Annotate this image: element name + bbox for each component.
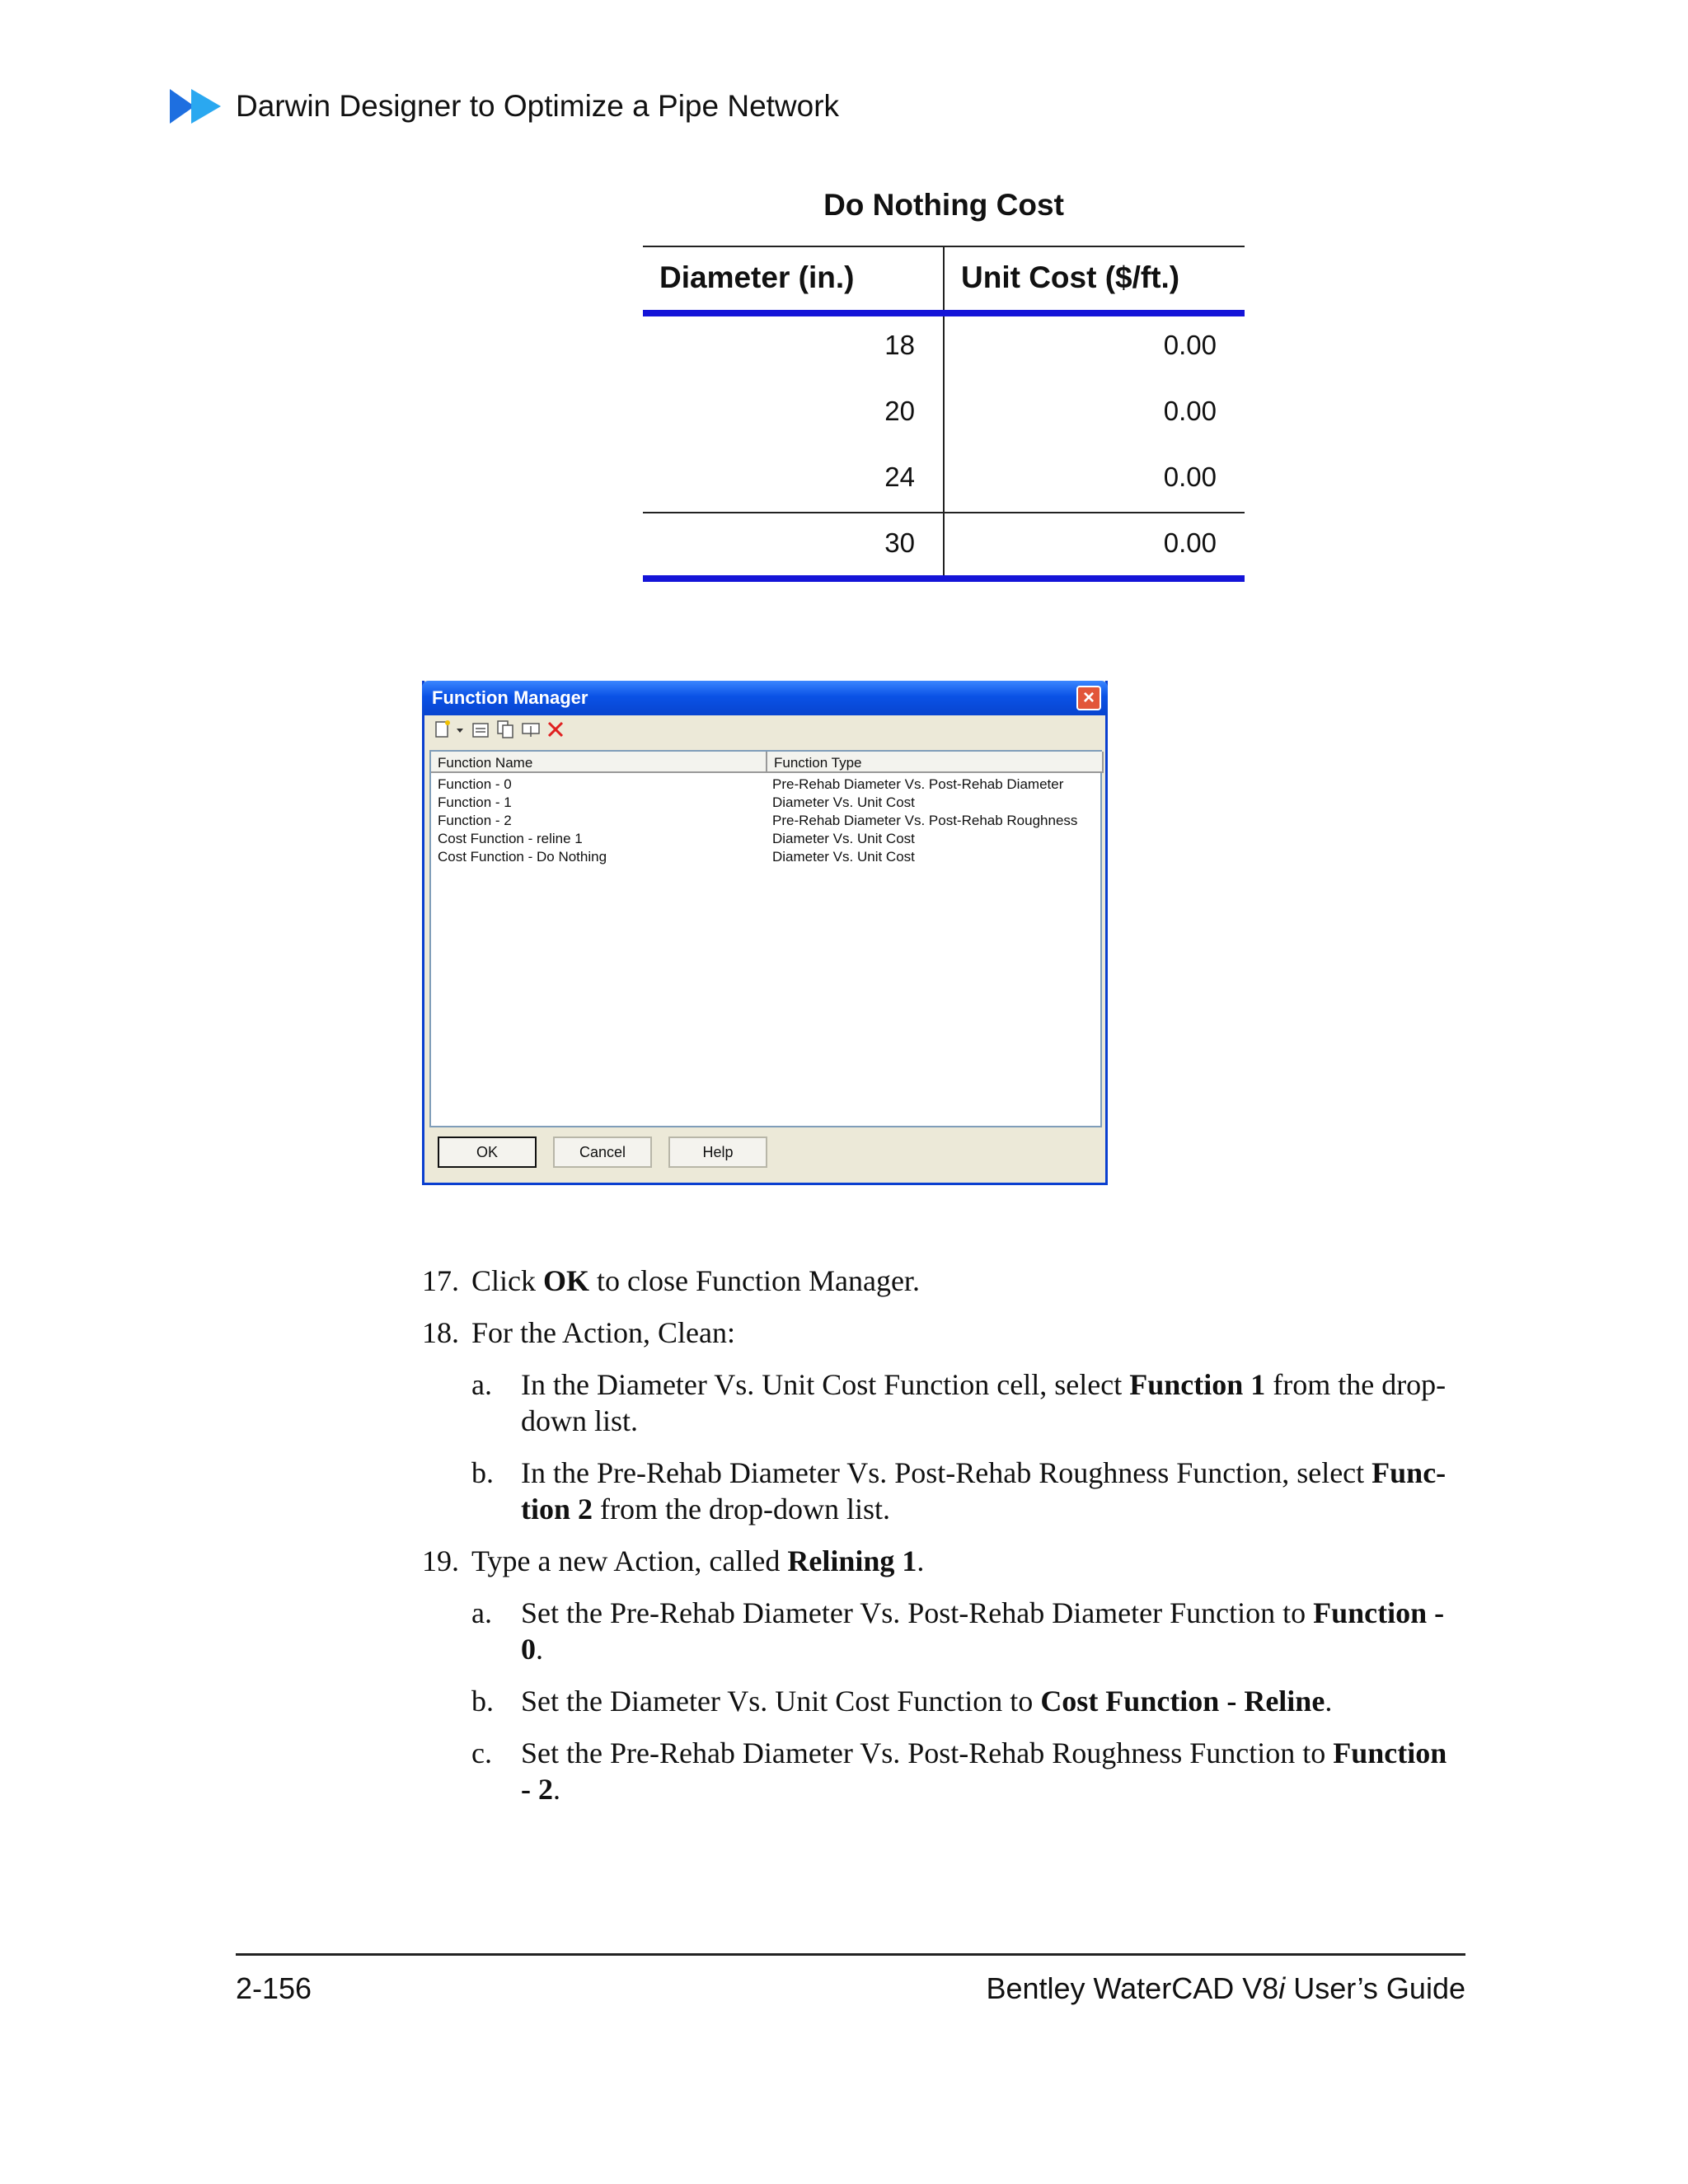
page-number: 2-156 xyxy=(236,1971,312,2005)
substep-letter: b. xyxy=(471,1456,494,1489)
page-header-title: Darwin Designer to Optimize a Pipe Network xyxy=(236,89,840,123)
step-text: from the drop- xyxy=(1265,1368,1447,1401)
step-emphasis: Cost Function - Reline xyxy=(1040,1685,1325,1718)
step-text: In the Pre-Rehab Diameter Vs. Post-Rehab Roughness Function, select xyxy=(521,1456,1372,1489)
step-emphasis: Function 1 xyxy=(1129,1368,1266,1401)
step-emphasis: Function - xyxy=(1313,1596,1445,1629)
cancel-button[interactable]: Cancel xyxy=(553,1137,652,1168)
new-icon[interactable] xyxy=(433,719,454,740)
list-item-type[interactable]: Diameter Vs. Unit Cost xyxy=(772,794,915,810)
step-text: . xyxy=(1325,1685,1333,1718)
step-emphasis: Function xyxy=(1333,1736,1447,1769)
step-emphasis: 0 xyxy=(521,1633,536,1666)
table-cell: 0.00 xyxy=(1163,462,1217,492)
step-text: to close Function Manager. xyxy=(589,1264,920,1297)
table-row-rule xyxy=(643,512,1245,513)
step-text: Click xyxy=(471,1264,543,1297)
table-cell: 0.00 xyxy=(1163,330,1217,360)
help-button[interactable]: Help xyxy=(668,1137,767,1168)
step-text: down list. xyxy=(521,1404,639,1437)
table-cell: 0.00 xyxy=(1163,396,1217,426)
function-manager-dialog xyxy=(422,681,1108,1185)
dialog-title-bar[interactable] xyxy=(422,681,1108,715)
column-header-function-name[interactable]: Function Name xyxy=(431,752,767,773)
step-text: Type a new Action, called xyxy=(471,1544,788,1577)
table-caption: Do Nothing Cost xyxy=(823,188,1064,222)
step-text: In the Diameter Vs. Unit Cost Function cell, select xyxy=(521,1368,1130,1401)
step-emphasis: - 2 xyxy=(521,1773,553,1806)
delete-icon[interactable] xyxy=(545,719,566,740)
guide-title-b: User’s Guide xyxy=(1285,1971,1465,2005)
step-emphasis: Relining 1 xyxy=(787,1544,917,1577)
list-item-name[interactable]: Cost Function - reline 1 xyxy=(438,831,583,846)
step-text: . xyxy=(553,1773,560,1806)
guide-title-a: Bentley WaterCAD V8 xyxy=(986,1971,1279,2005)
substep-letter: a. xyxy=(471,1596,492,1629)
toolbar xyxy=(428,717,1104,742)
table-bottom-rule xyxy=(643,575,1245,582)
properties-icon[interactable] xyxy=(471,719,492,740)
table-cell: 18 xyxy=(884,330,915,360)
column-header-diameter: Diameter (in.) xyxy=(659,260,855,294)
substep-letter: a. xyxy=(471,1368,492,1401)
step-text: from the drop-down list. xyxy=(593,1493,890,1526)
step-text: . xyxy=(536,1633,543,1666)
footer-rule xyxy=(236,1953,1465,1956)
list-item-type[interactable]: Pre-Rehab Diameter Vs. Post-Rehab Roughness xyxy=(772,813,1078,828)
column-header-unit-cost: Unit Cost ($/ft.) xyxy=(961,260,1180,294)
table-cell: 30 xyxy=(884,527,915,558)
double-arrow-icon xyxy=(170,89,223,124)
list-item-name[interactable]: Function - 2 xyxy=(438,813,512,828)
list-item-name[interactable]: Cost Function - Do Nothing xyxy=(438,849,607,865)
step-text: . xyxy=(917,1544,925,1577)
list-item-type[interactable]: Diameter Vs. Unit Cost xyxy=(772,831,915,846)
step-text: Set the Pre-Rehab Diameter Vs. Post-Rehab Diameter Function to xyxy=(521,1596,1314,1629)
dialog-title: Function Manager xyxy=(432,687,588,708)
step-text: Set the Diameter Vs. Unit Cost Function to xyxy=(521,1685,1041,1718)
substep-letter: b. xyxy=(471,1685,494,1718)
list-item-name[interactable]: Function - 1 xyxy=(438,794,512,810)
guide-title xyxy=(986,1971,1465,2006)
column-header-function-type[interactable]: Function Type xyxy=(767,752,1104,773)
step-number: 17. xyxy=(422,1264,459,1297)
list-item-name[interactable]: Function - 0 xyxy=(438,776,512,792)
table-cell: 24 xyxy=(884,462,915,492)
chevron-down-icon[interactable] xyxy=(454,719,466,740)
step-text: For the Action, Clean: xyxy=(471,1316,735,1349)
close-icon[interactable]: × xyxy=(1076,686,1101,710)
substep-letter: c. xyxy=(471,1736,492,1769)
table-cell: 20 xyxy=(884,396,915,426)
step-number: 19. xyxy=(422,1544,459,1577)
table-cell: 0.00 xyxy=(1163,527,1217,558)
duplicate-icon[interactable] xyxy=(495,719,517,740)
function-list[interactable] xyxy=(429,750,1102,1127)
cost-table xyxy=(643,246,1245,582)
list-item-type[interactable]: Pre-Rehab Diameter Vs. Post-Rehab Diameter xyxy=(772,776,1064,792)
guide-title-i: i xyxy=(1278,1971,1286,2005)
step-emphasis: OK xyxy=(543,1264,590,1297)
step-emphasis: Func- xyxy=(1372,1456,1447,1489)
ok-button[interactable]: OK xyxy=(438,1137,537,1168)
table-header-rule xyxy=(643,310,1245,316)
step-text: Set the Pre-Rehab Diameter Vs. Post-Rehab Roughness Function to xyxy=(521,1736,1334,1769)
list-item-type[interactable]: Diameter Vs. Unit Cost xyxy=(772,849,915,865)
step-emphasis: tion 2 xyxy=(521,1493,593,1526)
rename-icon[interactable] xyxy=(520,719,542,740)
step-number: 18. xyxy=(422,1316,459,1349)
